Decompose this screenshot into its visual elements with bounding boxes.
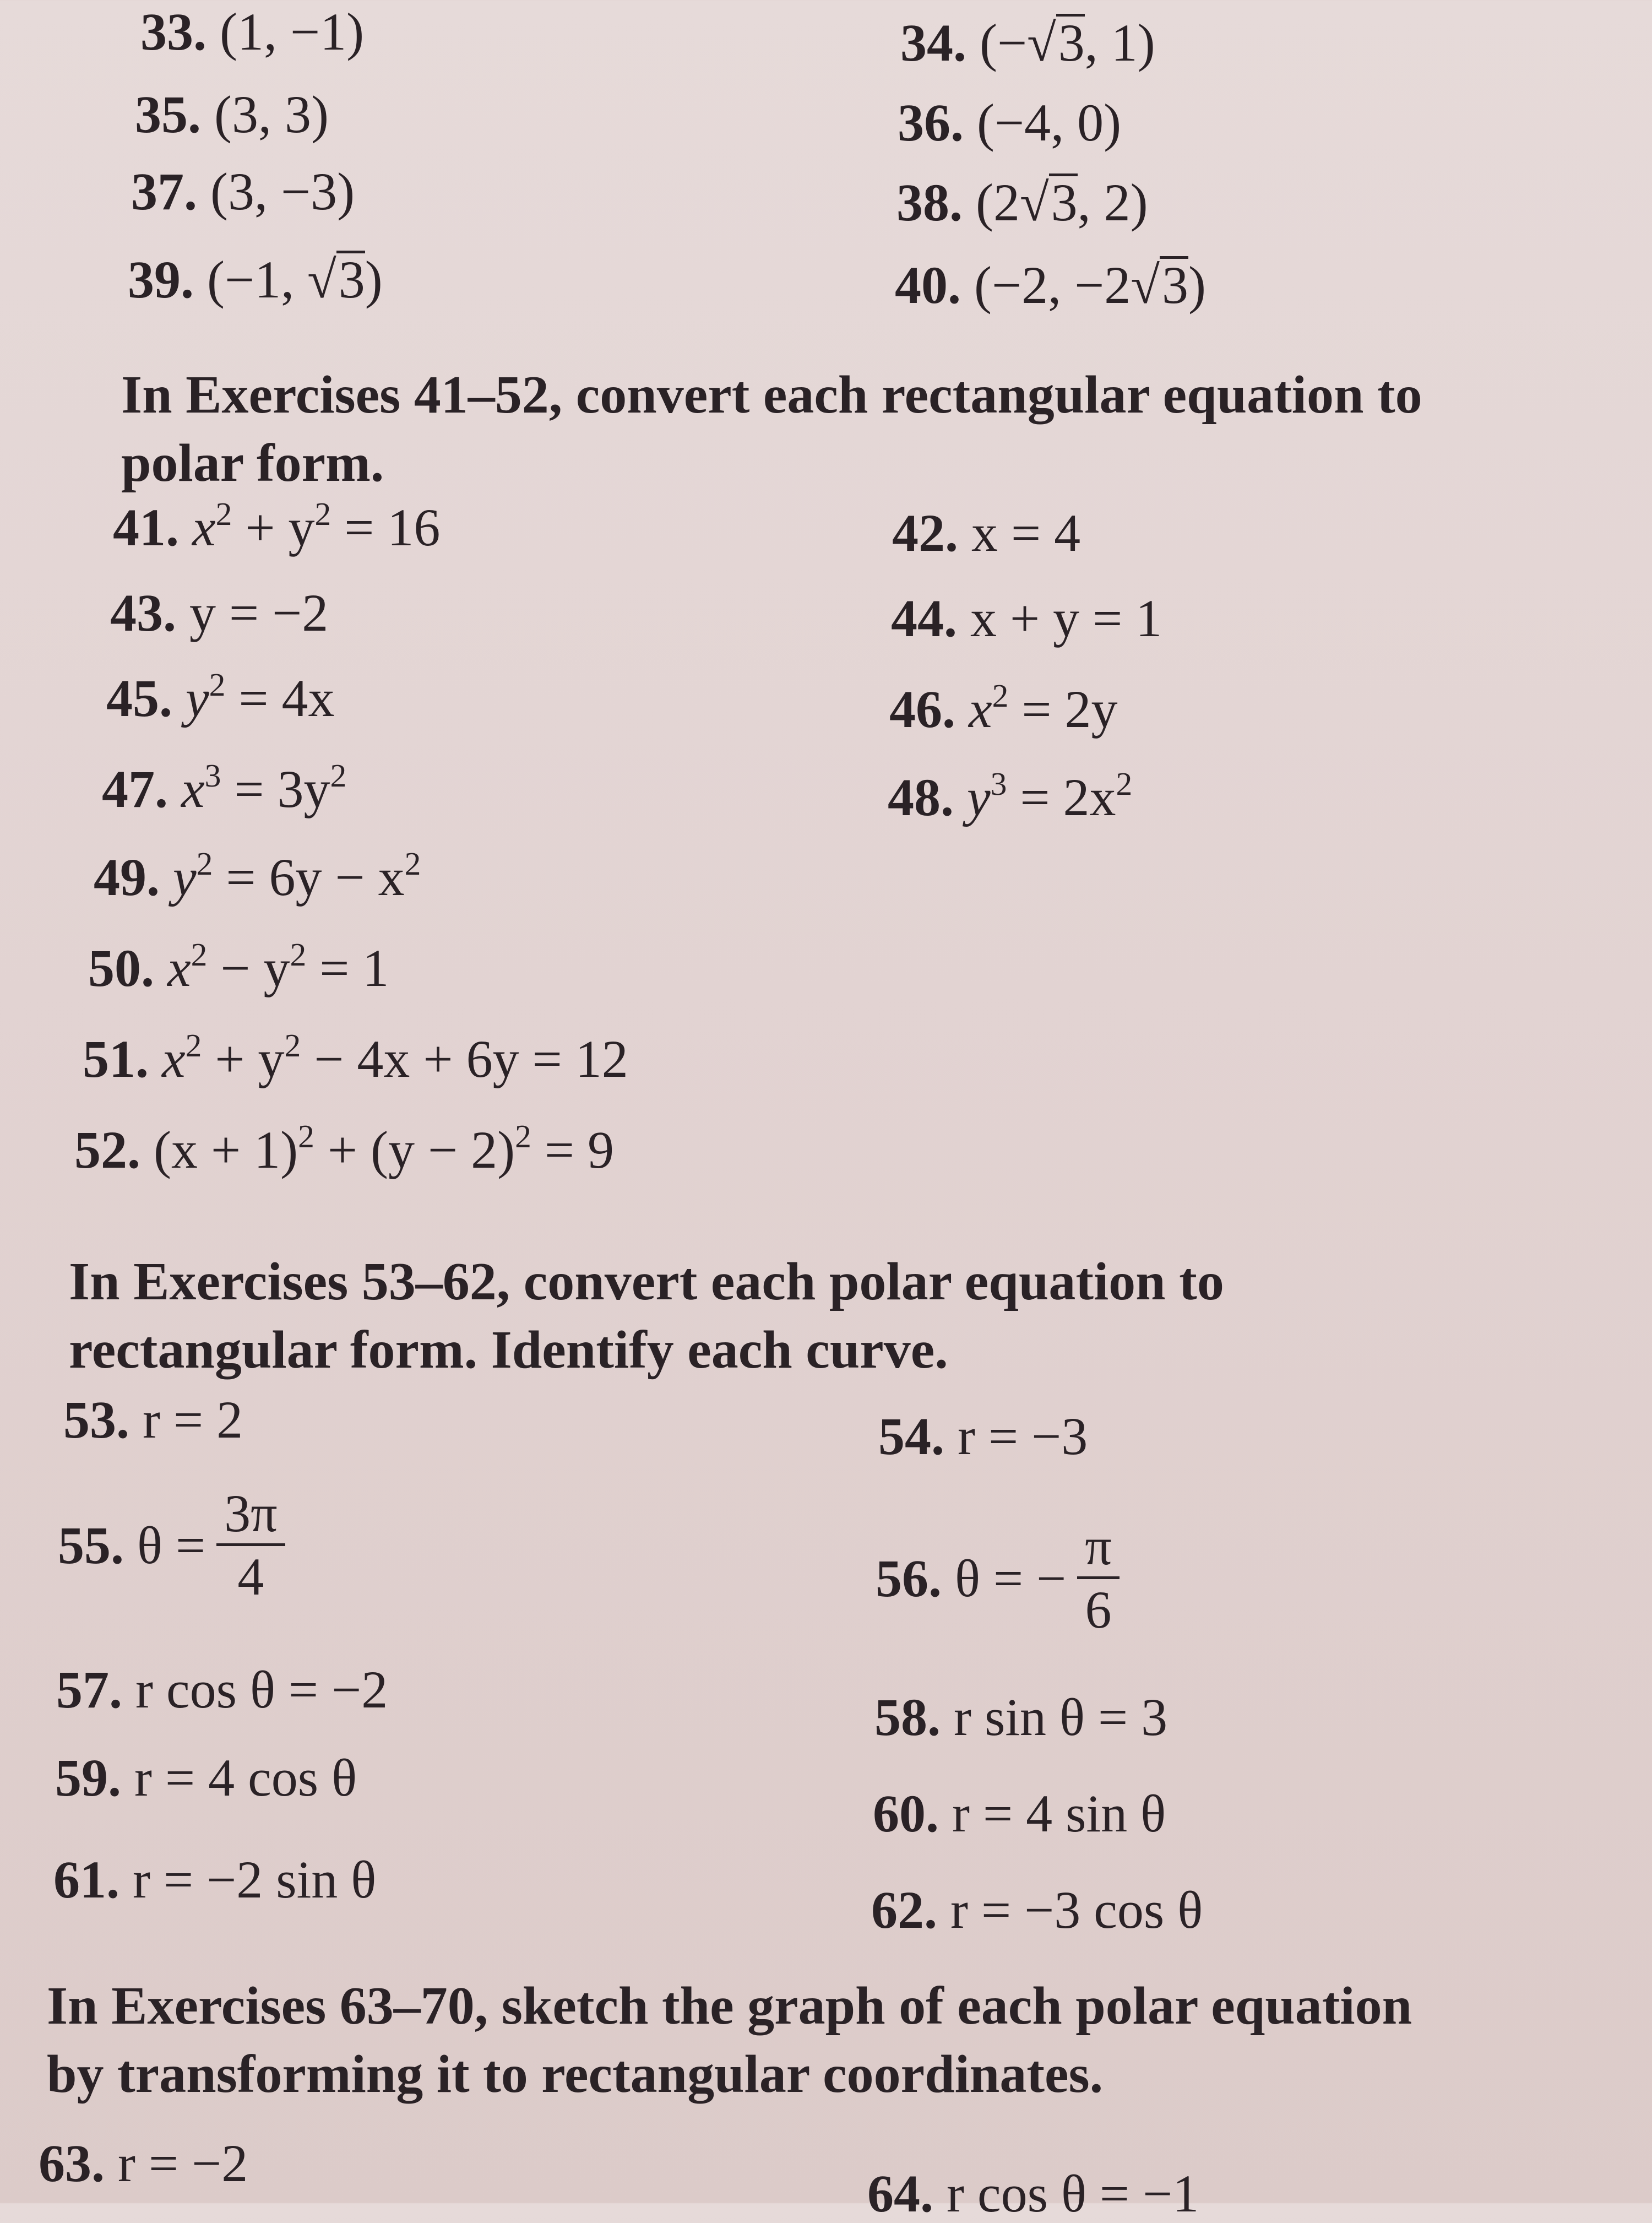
exercise-56: 56. θ = − $\frac{\pi}{6}$ xyxy=(876,1520,1120,1636)
fraction: $\frac{3\pi}{4}$ xyxy=(216,1487,285,1603)
sqrt-symbol: √3 xyxy=(1019,173,1078,232)
exercise-40: 40. (−2, −2√3) xyxy=(895,256,1206,315)
exercise-51: 51. $x^2 + y^2 - 4x + 6y = 12$ xyxy=(83,1027,628,1088)
exercise-60: 60. r = 4 sin θ xyxy=(873,1784,1166,1843)
exercise-59: 59. r = 4 cos θ xyxy=(55,1748,357,1807)
exercise-39: 39. (−1, √3) xyxy=(128,250,383,309)
exercise-42: 42. x = 4 xyxy=(892,503,1081,562)
section-heading-63-70: In Exercises 63–70, sketch the graph of each polar equation by transforming it to rectangular coordinates. xyxy=(47,1976,1412,2104)
exercise-41: 41. $x^2 + y^2 = 16$ xyxy=(113,496,441,557)
exercise-38: 38. (2√3, 2) xyxy=(896,173,1148,232)
exercise-50: 50. $x^2 - y^2 = 1$ xyxy=(88,936,389,997)
exercise-64: 64. r cos θ = −1 xyxy=(867,2164,1199,2223)
exercise-43: 43. y = −2 xyxy=(110,583,329,642)
fraction: $\frac{\pi}{6}$ xyxy=(1077,1520,1119,1636)
exercise-57: 57. r cos θ = −2 xyxy=(56,1660,388,1719)
sqrt-symbol: √3 xyxy=(307,250,365,309)
exercise-62: 62. r = −3 cos θ xyxy=(871,1880,1203,1939)
exercise-46: 46. $x^2 = 2y$ xyxy=(889,677,1118,739)
exercise-34: 34. (−√3, 1) xyxy=(900,13,1155,72)
exercise-55: 55. θ = $\frac{3\pi}{4}$ xyxy=(58,1487,285,1603)
exercise-49: 49. $y^2 = 6y - x^2$ xyxy=(94,845,421,907)
sqrt-symbol: √3 xyxy=(1131,256,1188,315)
section-heading-41-52: In Exercises 41–52, convert each rectangular equation to polar form. xyxy=(121,365,1422,493)
exercise-61: 61. r = −2 sin θ xyxy=(53,1850,377,1909)
exercise-58: 58. r sin θ = 3 xyxy=(874,1688,1168,1747)
exercise-36: 36. (−4, 0) xyxy=(898,93,1122,152)
exercise-47: 47. $x^3 = 3y^2$ xyxy=(102,757,347,818)
section-heading-53-62: In Exercises 53–62, convert each polar equation to rectangular form. Identify each curve. xyxy=(69,1252,1224,1380)
sqrt-symbol: √3 xyxy=(1027,13,1085,72)
exercise-37: 37. (3, −3) xyxy=(131,162,355,221)
exercise-53: 53. r = 2 xyxy=(63,1390,243,1449)
exercise-52: 52. $(x + 1)^2 + (y - 2)^2 = 9$ xyxy=(74,1118,614,1179)
exercise-44: 44. x + y = 1 xyxy=(891,589,1162,648)
exercise-33: 33. (1, −1) xyxy=(140,2,365,61)
exercise-35: 35. (3, 3) xyxy=(135,85,329,144)
exercise-45: 45. $y^2 = 4x$ xyxy=(106,666,335,728)
exercise-63: 63. r = −2 xyxy=(39,2134,248,2193)
exercise-48: 48. $y^3 = 2x^2$ xyxy=(888,766,1133,827)
exercise-54: 54. r = −3 xyxy=(878,1407,1088,1466)
